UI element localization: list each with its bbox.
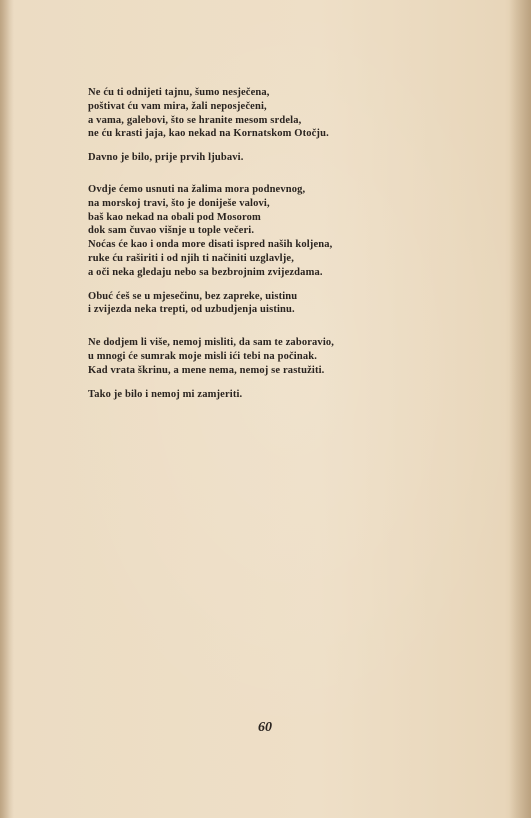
page-shadow-right [509, 0, 531, 818]
stanza [88, 290, 418, 318]
poem-line: Ovdje ćemo usnuti na žalima mora podnevnog, [88, 183, 306, 195]
stanza [88, 388, 418, 402]
poem-line: a oči neka gledaju nebo sa bezbrojnim zvijezdama. [88, 266, 323, 278]
poem-line: na morskoj travi, što je doniješe valovi, [88, 197, 270, 209]
poem-line: i zvijezda neka trepti, od uzbudjenja uistinu. [88, 304, 295, 316]
poem-line: a vama, galebovi, što se hranite mesom srdela, [88, 114, 302, 126]
stanza [88, 86, 418, 141]
poem-line: dok sam čuvao višnje u tople večeri. [88, 225, 255, 237]
poem-line: Tako je bilo i nemoj mi zamjeriti. [88, 388, 243, 400]
poem-line: Obuć ćeš se u mjesečinu, bez zapreke, uistinu [88, 290, 298, 302]
page-shadow-left [0, 0, 14, 818]
poem-text [88, 86, 418, 401]
stanza [88, 336, 418, 377]
stanza [88, 183, 418, 280]
poem-line: u mnogi će sumrak moje misli ići tebi na počinak. [88, 350, 318, 362]
page-number: 60 [258, 720, 272, 735]
poem-line: poštivat ću vam mira, žali neposječeni, [88, 100, 267, 112]
poem-line: ruke ću raširiti i od njih ti načiniti uzglavlje, [88, 252, 294, 264]
stanza [88, 151, 418, 165]
poem-line: ne ću krasti jaja, kao nekad na Kornatskom Otočju. [88, 128, 329, 140]
poem-line: Davno je bilo, prije prvih ljubavi. [88, 152, 244, 164]
poem-line: baš kao nekad na obali pod Mosorom [88, 211, 261, 223]
poem-line: Kad vrata škrinu, a mene nema, nemoj se rastužiti. [88, 364, 325, 376]
poem-line: Ne dodjem li više, nemoj misliti, da sam te zaboravio, [88, 337, 335, 349]
poem-line: Ne ću ti odnijeti tajnu, šumo nesječena, [88, 87, 270, 98]
poem-line: Noćas će kao i onda more disati ispred naših koljena, [88, 239, 333, 251]
